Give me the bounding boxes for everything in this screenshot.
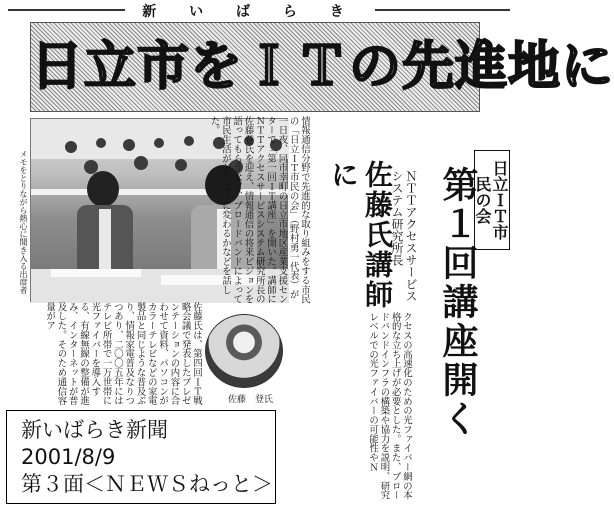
speaker-title: ＮＴＴアクセスサービスシステム研究所長 [390, 170, 418, 302]
banner-headline-text: 日立市をＩＴの先進地に [31, 37, 614, 97]
source-paper: 新いばらき新聞 [21, 418, 168, 442]
masthead-rule-right [372, 9, 510, 11]
article-headline: 第１回講座開く [437, 166, 478, 439]
article-body-middle: 佐藤氏は、第四回ＩＴ戦略会議で発表したプレゼンテーションの内容に合わせて資料、パソコンがカラーテレビなどの家電製品と同じような普及ぶり、情報家電普及なりつつあり、二〇〇五年にはテレビ所帯で一万世帯に光ファイバーを導入する、有線無線の整備が進み、インターネットが普及した。そのため通信容量がア [44, 302, 202, 406]
article-body-top: 情報通信分野で先進的な取り組みをする市民の「日立ＩＴ市民の会」（野村勇一代表）が一日夜、同市幸町の日立市地区産業支援センターで「第一回ＩＴ講座」を開いた。講師にＮＴＴアクセスサービスシステム研究所長の佐藤登氏を迎え、情報通信の将来ビジョンを語ってもらうなど、ブロードバンドによって市民生活がどのように変わるかなどを話した。 [208, 116, 310, 304]
source-date: 2001/8/9 [21, 445, 116, 469]
organization-badge: 日立ＩＴ市民の会 [474, 150, 510, 250]
masthead-rule-left [8, 9, 128, 11]
newspaper-name: 新 い ば ら き [125, 1, 375, 21]
source-page: 第３面＜ＮＥＷＳねっと＞ [21, 472, 273, 496]
portrait-caption: 佐藤 登氏 [228, 395, 274, 405]
photo-caption: メモをとりながら熱心に聞き入る出席者 [19, 150, 28, 294]
speaker-headline: 佐藤氏講師に [327, 160, 394, 310]
masthead [0, 0, 514, 20]
banner-headline [30, 22, 614, 112]
source-box [6, 410, 276, 504]
article-body-bottom: クセスの高速化のための光ファイバー網の本格的な立ち上げが必要とした。また、ブロードバンドインフラの構築や協力を説明、研究レベルでの光ファイバーの可能性やＮ [367, 312, 412, 500]
speaker-portrait [205, 314, 283, 388]
